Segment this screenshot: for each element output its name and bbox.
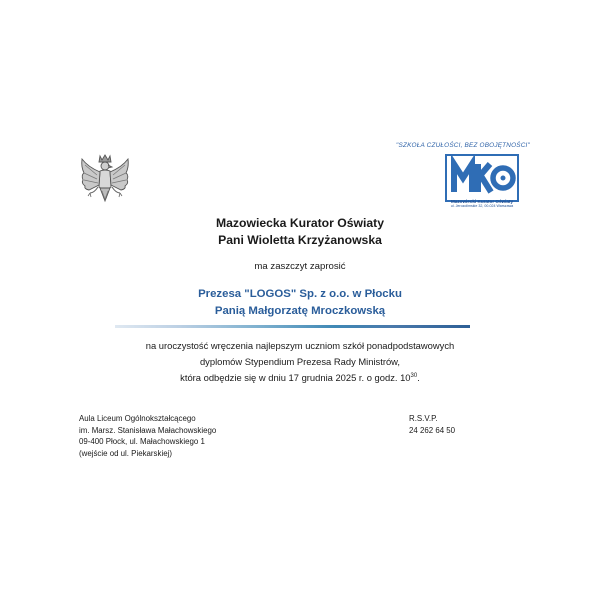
gradient-divider [115, 325, 470, 328]
rsvp-block [409, 413, 455, 436]
mko-logo [445, 154, 519, 202]
mko-caption-address: ul. Jerozolimskie 32, 00-024 Warszawa [450, 204, 514, 209]
guest-title: Prezesa "LOGOS" Sp. z o.o. w Płocku [198, 288, 402, 300]
event-date-end: . [417, 372, 420, 383]
guest-name: Panią Małgorzatę Mroczkowską [214, 305, 386, 317]
event-time-minutes: 30 [410, 373, 418, 379]
venue-line-2: im. Marsz. Stanisława Małachowskiego [79, 425, 217, 435]
polish-eagle-icon [78, 153, 132, 205]
event-description-line-1: na uroczystość wręczenia najlepszym uczniom szkół ponadpodstawowych [145, 340, 455, 351]
venue-line-3: 09-400 Płock, ul. Małachowskiego 1 [79, 437, 205, 447]
venue-address [79, 413, 216, 459]
event-date-text: która odbędzie się w dniu 17 grudnia 2025 r. o godz. 10 [180, 372, 411, 383]
mko-caption-title: Mazowiecki Kurator Oświaty [450, 199, 514, 204]
invite-phrase: ma zaszczyt zaprosić [254, 261, 346, 272]
venue-line-1: Aula Liceum Ogólnokształcącego [79, 414, 196, 423]
rsvp-phone: 24 262 64 50 [409, 425, 456, 435]
mko-logo-caption [440, 199, 524, 209]
event-date-time [100, 372, 500, 383]
sender-title: Mazowiecka Kurator Oświaty [216, 216, 384, 230]
school-slogan: "SZKOŁA CZUŁOŚCI, BEZ OBOJĘTNOŚCI" [396, 142, 530, 149]
sender-name: Pani Wioletta Krzyżanowska [218, 233, 382, 247]
venue-line-4: (wejście od ul. Piekarskiej) [79, 448, 172, 458]
event-description-line-2: dyplomów Stypendium Prezesa Rady Ministrów, [199, 356, 401, 367]
rsvp-label: R.S.V.P. [409, 414, 438, 423]
